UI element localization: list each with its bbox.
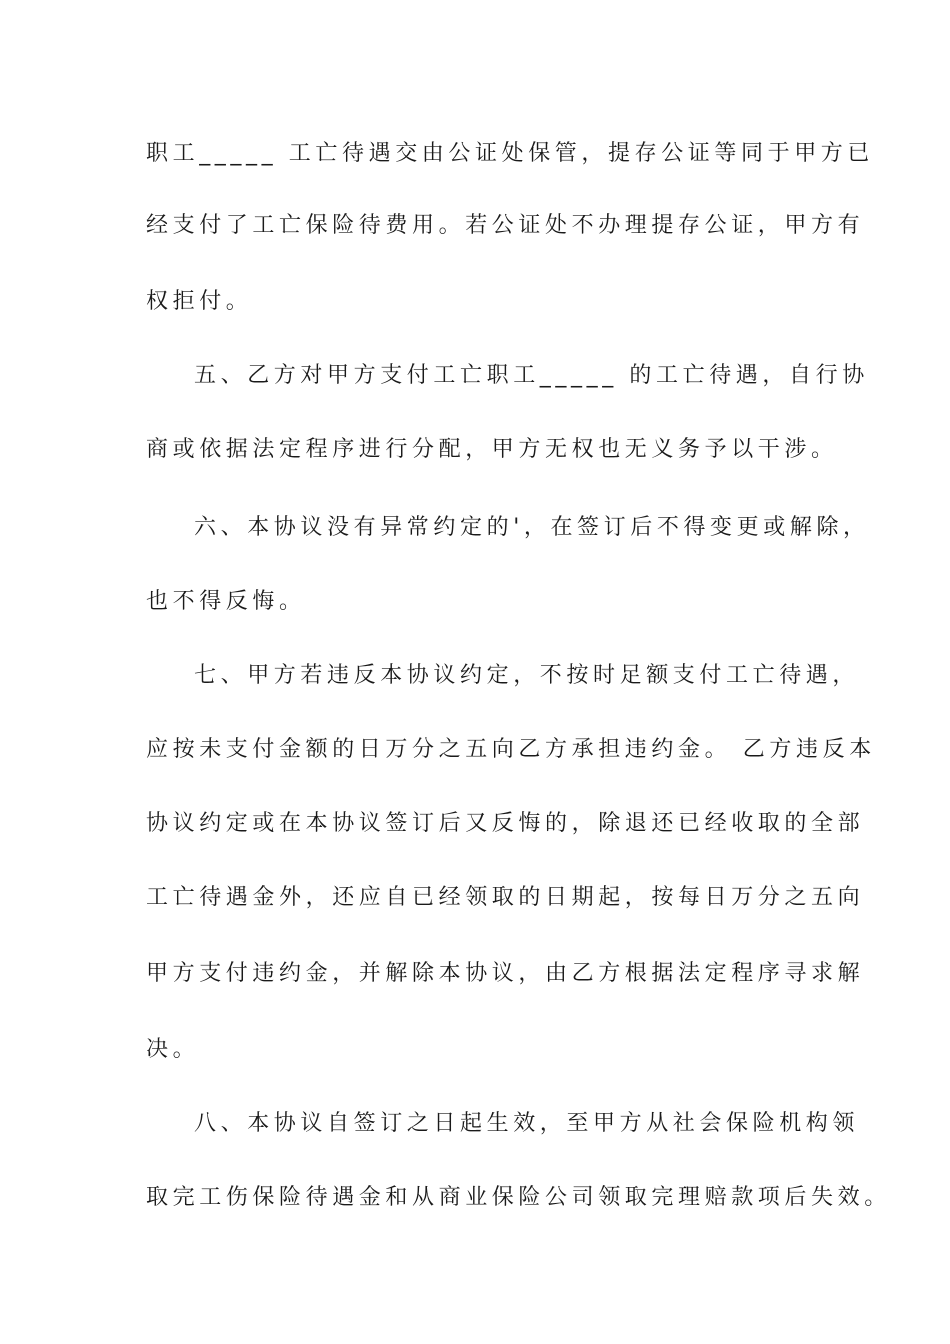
text-line: 取完工伤保险待遇金和从商业保险公司领取完理赔款项后失效。: [146, 1185, 891, 1210]
text-line: 决。: [146, 1037, 200, 1062]
text-line: 应按未支付金额的日万分之五向乙方承担违约金。 乙方违反本: [146, 737, 876, 762]
text-line: 也不得反悔。: [146, 589, 306, 614]
text-line: 经支付了工亡保险待费用。若公证处不办理提存公证，甲方有: [146, 213, 865, 238]
text-line: 工亡待遇金外，还应自已经领取的日期起，按每日万分之五向: [146, 885, 865, 910]
paragraph-start-line: 六、本协议没有异常约定的'，在签订后不得变更或解除，: [194, 515, 870, 540]
paragraph-start-line: 七、甲方若违反本协议约定，不按时足额支付工亡待遇，: [194, 663, 860, 688]
text-line: 甲方支付违约金，并解除本协议，由乙方根据法定程序寻求解: [146, 961, 865, 986]
text-line: 协议约定或在本协议签订后又反悔的，除退还已经收取的全部: [146, 811, 865, 836]
paragraph-start-line: 五、乙方对甲方支付工亡职工_____ 的工亡待遇，自行协: [194, 363, 869, 388]
text-line: 职工_____ 工亡待遇交由公证处保管，提存公证等同于甲方已: [146, 141, 874, 166]
paragraph-start-line: 八、本协议自签订之日起生效，至甲方从社会保险机构领: [194, 1111, 860, 1136]
text-line: 商或依据法定程序进行分配，甲方无权也无义务予以干涉。: [146, 437, 838, 462]
text-line: 权拒付。: [146, 289, 253, 314]
